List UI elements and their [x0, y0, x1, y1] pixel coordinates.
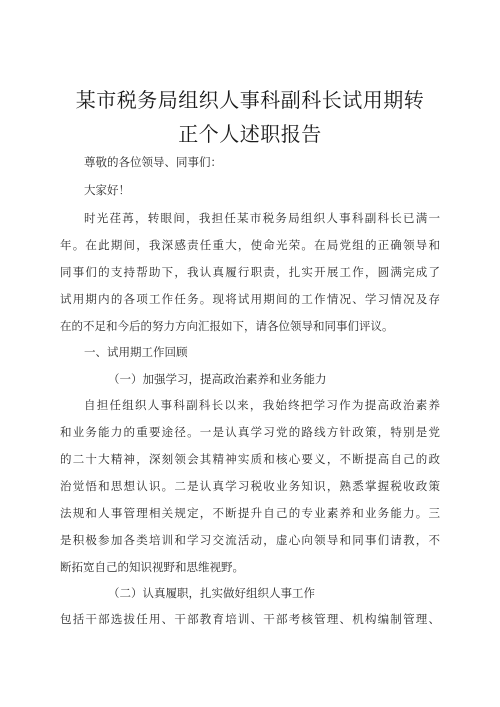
paragraph-line: 同事们的支持帮助下，我认真履行职责，扎实开展工作，圆满完成了 — [60, 265, 440, 279]
salutation: 尊敬的各位领导、同事们： — [84, 155, 222, 169]
paragraph-line: 时光荏苒，转眼间，我担任某市税务局组织人事科副科长已满一 — [84, 211, 440, 225]
paragraph-line: 是积极参加各类培训和学习交流活动，虚心向领导和同事们请教，不 — [60, 533, 440, 547]
subsection-heading: （一）加强学习，提高政治素养和业务能力 — [108, 372, 327, 386]
greeting: 大家好！ — [84, 183, 130, 197]
paragraph-line: 在的不足和今后的努力方向汇报如下，请各位领导和同事们评议。 — [60, 319, 394, 333]
document-title-line-1: 某市税务局组织人事科副科长试用期转 — [75, 88, 425, 112]
paragraph-line: 年。在此期间，我深感责任重大，使命光荣。在局党组的正确领导和 — [60, 238, 440, 252]
subsection-heading: （二）认真履职，扎实做好组织人事工作 — [108, 586, 315, 600]
paragraph-line: 包括干部选拔任用、干部教育培训、干部考核管理、机构编制管理、 — [60, 612, 440, 626]
section-heading: 一、试用期工作回顾 — [84, 345, 188, 359]
document-title-line-2: 正个人述职报告 — [178, 122, 322, 146]
paragraph-line: 法规和人事管理相关规定，不断提升自己的专业素养和业务能力。三 — [60, 506, 440, 520]
paragraph-line: 自担任组织人事科副科长以来，我始终把学习作为提高政治素养 — [84, 398, 440, 412]
paragraph-line: 的二十大精神，深刻领会其精神实质和核心要义，不断提高自己的政 — [60, 452, 440, 466]
paragraph-line: 试用期内的各项工作任务。现将试用期间的工作情况、学习情况及存 — [60, 292, 440, 306]
paragraph-line: 治觉悟和思想认识。二是认真学习税收业务知识，熟悉掌握税收政策 — [60, 479, 440, 493]
paragraph-line: 和业务能力的重要途径。一是认真学习党的路线方针政策，特别是党 — [60, 425, 440, 439]
paragraph-line: 断拓宽自己的知识视野和思维视野。 — [60, 560, 244, 574]
